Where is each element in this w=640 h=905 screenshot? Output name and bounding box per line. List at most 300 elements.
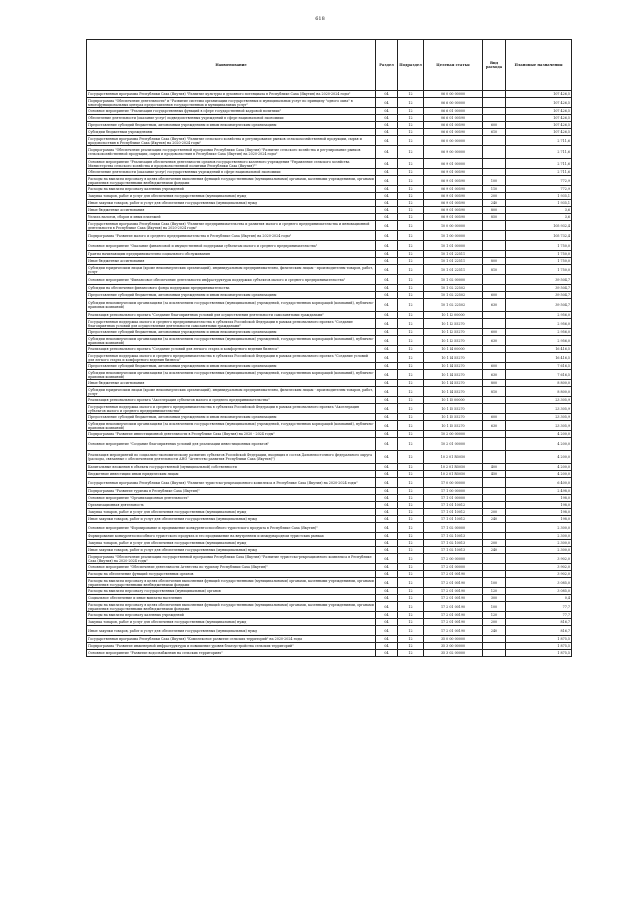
cell-name: Организационная деятельность — [87, 502, 376, 509]
cell-expense-type: 810 — [483, 265, 506, 275]
cell-subsection: 12 — [398, 414, 424, 421]
cell-name: Субсидии некоммерческим организациям (за исключением государственных (муниципальных) учреждений, государственных корпораций (компаний), публично-правовых компаний) — [88, 336, 374, 345]
cell-expense-type — [483, 146, 506, 159]
cell-name: Основное мероприятие "Обеспечение деятельности Агентства по туризму Республики Саха (Якутия)" — [87, 564, 376, 571]
cell-planned-amount: 2 300,0 — [506, 547, 572, 554]
cell-planned-amount: 2 711,6 — [506, 136, 572, 146]
cell-planned-amount: 1 935,1 — [506, 193, 572, 200]
cell-subsection: 12 — [398, 346, 424, 353]
cell-expense-type: 200 — [483, 619, 506, 626]
table-row — [87, 564, 572, 571]
cell-name: Уплата налогов, сборов и иных платежей — [87, 214, 376, 221]
cell-target-article: 10 2 01 R5050 — [424, 464, 483, 471]
table-row — [87, 502, 572, 509]
cell-subsection: 12 — [398, 193, 424, 200]
cell-expense-type — [483, 169, 506, 176]
cell-section: 04 — [376, 619, 398, 626]
cell-expense-type: 630 — [483, 299, 506, 312]
cell-expense-type — [483, 319, 506, 329]
cell-section: 04 — [376, 478, 398, 488]
cell-target-article: 10 1 I4 55270 — [424, 353, 483, 363]
cell-target-article: 10 1 I5 55270 — [424, 414, 483, 421]
cell-planned-amount: 2 711,6 — [506, 146, 572, 159]
cell-planned-amount: 4 200,0 — [506, 471, 572, 478]
cell-expense-type — [483, 533, 506, 540]
cell-section: 04 — [376, 136, 398, 146]
cell-section: 04 — [376, 370, 398, 380]
cell-subsection: 12 — [398, 602, 424, 612]
cell-expense-type: 630 — [483, 421, 506, 431]
cell-target-article: 17 2 01 00190 — [424, 626, 483, 636]
cell-subsection: 12 — [398, 626, 424, 636]
cell-expense-type — [483, 438, 506, 451]
cell-subsection: 12 — [398, 451, 424, 464]
cell-planned-amount: 2 300,0 — [506, 533, 572, 540]
cell-name: Подпрограмма "Обеспечение реализации государственной программы Республики Саха (Якутия) "Развитие сельского хозяйства и регулирование рынков сельскохозяйственной продукции, сырья и продовольствия в Республике Саха (Якутия) на 2020-2024 годы" — [87, 146, 376, 159]
cell-name: Субсидии некоммерческим организациям (за исключением государственных (муниципальных) учреждений, государственных корпораций (компаний), публично-правовых компаний) — [88, 370, 374, 379]
cell-name: Расходы на выплаты персоналу казенных учреждений — [87, 186, 376, 193]
cell-expense-type: 600 — [483, 329, 506, 336]
table-row — [87, 353, 572, 363]
cell-planned-amount: 39 504,7 — [506, 275, 572, 285]
cell-planned-amount: 107 426,5 — [506, 91, 572, 98]
cell-section: 04 — [376, 214, 398, 221]
table-row — [87, 643, 572, 650]
cell-subsection: 12 — [398, 231, 424, 241]
table-row — [87, 258, 572, 265]
cell-section: 04 — [376, 643, 398, 650]
cell-expense-type — [483, 488, 506, 495]
cell-target-article: 17 1 01 00000 — [424, 495, 483, 502]
cell-planned-amount: 7 616,5 — [506, 370, 572, 380]
budget-table-container — [86, 39, 571, 657]
cell-subsection: 12 — [398, 380, 424, 387]
cell-planned-amount: 107 426,5 — [506, 115, 572, 122]
table-row — [87, 495, 572, 502]
cell-section: 04 — [376, 193, 398, 200]
cell-target-article: 06 9 01 00590 — [424, 176, 483, 186]
cell-subsection: 12 — [398, 176, 424, 186]
cell-planned-amount: 3 902,0 — [506, 571, 572, 578]
cell-planned-amount: 23 305,9 — [506, 421, 572, 431]
cell-subsection: 12 — [398, 319, 424, 329]
cell-target-article: 06 9 01 00590 — [424, 193, 483, 200]
cell-expense-type: 100 — [483, 578, 506, 588]
cell-section: 04 — [376, 464, 398, 471]
cell-section: 04 — [376, 547, 398, 554]
cell-section: 04 — [376, 571, 398, 578]
cell-subsection: 12 — [398, 636, 424, 643]
cell-subsection: 12 — [398, 169, 424, 176]
table-row — [87, 387, 572, 397]
cell-section: 04 — [376, 292, 398, 299]
cell-target-article: 10 1 02 22502 — [424, 285, 483, 292]
cell-target-article: 10 1 00 00000 — [424, 231, 483, 241]
cell-subsection: 12 — [398, 438, 424, 451]
cell-subsection: 12 — [398, 329, 424, 336]
table-row — [87, 421, 572, 431]
cell-section: 04 — [376, 495, 398, 502]
cell-target-article: 06 9 00 00000 — [424, 146, 483, 159]
cell-planned-amount: 23 305,9 — [506, 404, 572, 414]
table-row — [87, 363, 572, 370]
cell-expense-type: 120 — [483, 612, 506, 619]
cell-planned-amount: 1 875,5 — [506, 643, 572, 650]
cell-expense-type — [483, 98, 506, 108]
cell-target-article: 06 6 01 00590 — [424, 129, 483, 136]
cell-name: Основное мероприятие "Реализация обеспечения деятельности органов государственного казенного учреждения "Управление сельского хозяйства Министерства сельского хозяйства и продовольственной политики Республики Саха (Якутия)"" — [87, 159, 376, 169]
cell-subsection: 12 — [398, 547, 424, 554]
cell-subsection: 12 — [398, 595, 424, 602]
cell-target-article: 10 1 02 22502 — [424, 292, 483, 299]
table-row — [87, 98, 572, 108]
cell-section: 04 — [376, 275, 398, 285]
cell-name: Расходы на обеспечение функций государственных органов — [87, 571, 376, 578]
table-row — [87, 115, 572, 122]
table-row — [87, 438, 572, 451]
header-section: Раздел — [376, 40, 398, 91]
table-row — [87, 451, 572, 464]
cell-name: Подпрограмма "Обеспечение реализации государственной программы Республики Саха (Якутия) "Развитие туристско-рекреационного комплекса в Республике Саха (Якутия) на 2020-2024 годы" — [87, 554, 376, 564]
cell-target-article: 10 2 00 00000 — [424, 431, 483, 438]
table-row — [87, 292, 572, 299]
cell-planned-amount: 105 732,4 — [506, 231, 572, 241]
cell-section: 04 — [376, 588, 398, 595]
table-row — [87, 319, 572, 329]
cell-subsection: 12 — [398, 370, 424, 380]
cell-target-article: 06 9 01 00590 — [424, 207, 483, 214]
table-row — [87, 404, 572, 414]
cell-target-article: 10 1 01 22511 — [424, 251, 483, 258]
cell-section: 04 — [376, 540, 398, 547]
cell-name: Иные бюджетные ассигнования — [87, 380, 376, 387]
cell-section: 04 — [376, 241, 398, 251]
cell-subsection: 12 — [398, 258, 424, 265]
table-row — [87, 169, 572, 176]
cell-target-article: 10 1 I4 55270 — [424, 363, 483, 370]
cell-expense-type — [483, 636, 506, 643]
cell-section: 04 — [376, 169, 398, 176]
cell-planned-amount: 3 902,0 — [506, 564, 572, 571]
cell-planned-amount: 2 711,6 — [506, 169, 572, 176]
cell-expense-type: 100 — [483, 602, 506, 612]
cell-planned-amount: 1 750,0 — [506, 241, 572, 251]
table-row — [87, 554, 572, 564]
cell-expense-type: 200 — [483, 540, 506, 547]
table-row — [87, 626, 572, 636]
cell-planned-amount: 2 956,0 — [506, 336, 572, 346]
cell-subsection: 12 — [398, 650, 424, 657]
cell-planned-amount: 16 416,5 — [506, 353, 572, 363]
cell-name: Государственная программа Республики Саха (Якутия) "Развитие туристско-рекреационного комплекса в Республике Саха (Якутия) на 2020-2024 годы" — [87, 478, 376, 488]
cell-name: Иные закупки товаров, работ и услуг для обеспечения государственных (муниципальных) нужд — [87, 516, 376, 523]
cell-target-article: 10 2 01 R5050 — [424, 471, 483, 478]
table-row — [87, 414, 572, 421]
table-row — [87, 193, 572, 200]
cell-section: 04 — [376, 650, 398, 657]
cell-subsection: 12 — [398, 495, 424, 502]
cell-name: Субсидии некоммерческим организациям (за исключением государственных (муниципальных) учреждений, государственных корпораций (компаний), публично-правовых компаний) — [87, 299, 376, 312]
cell-subsection: 12 — [398, 129, 424, 136]
cell-target-article: 10 1 02 22502 — [424, 299, 483, 312]
cell-target-article: 17 2 01 00000 — [424, 564, 483, 571]
table-row — [87, 431, 572, 438]
cell-name: Социальное обеспечение и иные выплаты населению — [87, 595, 376, 602]
table-row — [87, 464, 572, 471]
cell-subsection: 12 — [398, 136, 424, 146]
cell-planned-amount: 198,0 — [506, 495, 572, 502]
cell-expense-type — [483, 346, 506, 353]
cell-subsection: 12 — [398, 404, 424, 414]
cell-expense-type: 630 — [483, 336, 506, 346]
cell-planned-amount: 6 400,0 — [506, 478, 572, 488]
cell-planned-amount: 3,6 — [506, 207, 572, 214]
table-row — [87, 478, 572, 488]
cell-subsection: 12 — [398, 509, 424, 516]
cell-name: Предоставление субсидий бюджетным, автономным учреждениям и иным некоммерческим организациям — [87, 363, 376, 370]
cell-expense-type: 800 — [483, 380, 506, 387]
cell-name: Подпрограмма "Развитие малого и среднего предпринимательства в Республике Саха (Якутия) на 2020-2024 годы" — [87, 231, 376, 241]
cell-subsection: 12 — [398, 115, 424, 122]
cell-subsection: 12 — [398, 214, 424, 221]
cell-target-article: 10 1 01 00000 — [424, 241, 483, 251]
header-subsection: Подраздел — [398, 40, 424, 91]
table-row — [87, 547, 572, 554]
cell-subsection: 12 — [398, 571, 424, 578]
cell-expense-type: 600 — [483, 122, 506, 129]
cell-subsection: 12 — [398, 108, 424, 115]
cell-expense-type — [483, 108, 506, 115]
cell-section: 04 — [376, 207, 398, 214]
table-row — [87, 122, 572, 129]
cell-planned-amount: 2 300,0 — [506, 523, 572, 533]
cell-planned-amount: 77,7 — [506, 612, 572, 619]
cell-section: 04 — [376, 438, 398, 451]
cell-name: Расходы на выплаты персоналу в целях обеспечения выполнения функций государственными (муниципальными) органами, казенными учреждениями, органами управления государственными внебюджетными фондами — [88, 602, 374, 611]
cell-target-article: 17 2 01 00190 — [424, 619, 483, 626]
table-row — [87, 540, 572, 547]
cell-section: 04 — [376, 353, 398, 363]
cell-planned-amount: 16 416,5 — [506, 346, 572, 353]
cell-expense-type — [483, 523, 506, 533]
cell-target-article: 06 9 01 00000 — [424, 159, 483, 169]
cell-name: Субсидии некоммерческим организациям (за исключением государственных (муниципальных) учреждений, государственных корпораций (компаний), публично-правовых компаний) — [88, 421, 374, 430]
cell-planned-amount: 2 711,6 — [506, 159, 572, 169]
table-row — [87, 346, 572, 353]
cell-planned-amount: 107 426,5 — [506, 122, 572, 129]
cell-section: 04 — [376, 299, 398, 312]
cell-target-article: 06 0 00 00000 — [424, 136, 483, 146]
cell-name: Подпрограмма "Развитие инвестиционной деятельности в Республике Саха (Якутия) на 2020 - 2024 годы" — [87, 431, 376, 438]
cell-expense-type: 800 — [483, 207, 506, 214]
table-row — [87, 588, 572, 595]
cell-name: Реализация мероприятий по социально-экономическому развитию субъектов Российской Федерации, входящих в состав Дальневосточного федерального округа (расходы, связанные с обеспечением деятельности АНО "Агентство развития Республики Саха (Якутия)") — [87, 451, 376, 464]
cell-planned-amount: 77,7 — [506, 602, 572, 612]
cell-name: Основное мероприятие "Финансовое обеспечение деятельности инфраструктуры поддержки субъектов малого и среднего предпринимательства" — [87, 275, 376, 285]
cell-target-article: 17 1 02 00000 — [424, 523, 483, 533]
cell-planned-amount: 4 200,0 — [506, 464, 572, 471]
cell-name: Иные закупки товаров, работ и услуг для обеспечения государственных (муниципальных) нужд — [87, 626, 376, 636]
cell-name: Формирование конкурентоспособного туристского продукта и его продвижение на внутреннем и международном туристских рынках — [87, 533, 376, 540]
cell-section: 04 — [376, 502, 398, 509]
cell-expense-type: 300 — [483, 595, 506, 602]
table-row — [87, 214, 572, 221]
cell-subsection: 12 — [398, 98, 424, 108]
cell-section: 04 — [376, 146, 398, 159]
cell-subsection: 12 — [398, 353, 424, 363]
cell-section: 04 — [376, 285, 398, 292]
cell-section: 04 — [376, 488, 398, 495]
cell-target-article: 10 1 01 22511 — [424, 265, 483, 275]
cell-section: 04 — [376, 509, 398, 516]
cell-section: 04 — [376, 346, 398, 353]
cell-expense-type: 610 — [483, 129, 506, 136]
table-row — [87, 488, 572, 495]
table-row — [87, 207, 572, 214]
cell-subsection: 12 — [398, 146, 424, 159]
table-row — [87, 200, 572, 207]
cell-subsection: 12 — [398, 159, 424, 169]
cell-name: Иные бюджетные ассигнования — [87, 258, 376, 265]
cell-name: Субсидии бюджетным учреждениям — [87, 129, 376, 136]
cell-planned-amount: 198,0 — [506, 502, 572, 509]
cell-section: 04 — [376, 91, 398, 98]
cell-planned-amount: 23 305,9 — [506, 414, 572, 421]
cell-expense-type — [483, 564, 506, 571]
cell-name: Государственная программа Республики Саха (Якутия) "Развитие культуры и духовного потенциала в Республике Саха (Якутия) на 2020-2024 годы" — [87, 91, 376, 98]
cell-section: 04 — [376, 336, 398, 346]
table-row — [87, 176, 572, 186]
cell-name: Основное мероприятие "Создание благоприятных условий для реализации инвестиционных проектов" — [87, 438, 376, 451]
cell-target-article: 17 2 01 00190 — [424, 612, 483, 619]
cell-name: Гранты начинающим предпринимателям социального обслуживания — [87, 251, 376, 258]
cell-target-article: 17 1 02 10013 — [424, 540, 483, 547]
cell-expense-type — [483, 502, 506, 509]
cell-target-article: 35 3 02 00000 — [424, 650, 483, 657]
table-row — [87, 146, 572, 159]
table-row — [87, 578, 572, 588]
cell-section: 04 — [376, 431, 398, 438]
table-row — [87, 571, 572, 578]
cell-name: Реализация регионального проекта "Создание условий для легкого старта и комфортного ведения бизнеса" — [87, 346, 376, 353]
cell-section: 04 — [376, 471, 398, 478]
cell-section: 04 — [376, 554, 398, 564]
cell-target-article: 06 6 01 00000 — [424, 108, 483, 115]
cell-section: 04 — [376, 523, 398, 533]
cell-name: Обеспечение деятельности (оказание услуг) подведомственных учреждений в сфере национальной экономики — [87, 115, 376, 122]
cell-planned-amount: 2 956,0 — [506, 312, 572, 319]
cell-expense-type — [483, 554, 506, 564]
table-row — [87, 91, 572, 98]
cell-name: Реализация регионального проекта "Акселерация субъектов малого и среднего предпринимательства" — [87, 397, 376, 404]
cell-target-article: 10 1 I5 55270 — [424, 421, 483, 431]
cell-subsection: 12 — [398, 200, 424, 207]
table-row — [87, 397, 572, 404]
cell-expense-type: 850 — [483, 214, 506, 221]
cell-subsection: 12 — [398, 643, 424, 650]
cell-expense-type — [483, 231, 506, 241]
cell-section: 04 — [376, 595, 398, 602]
cell-planned-amount: 8 800,0 — [506, 387, 572, 397]
cell-planned-amount: 107 426,5 — [506, 129, 572, 136]
cell-subsection: 12 — [398, 554, 424, 564]
cell-expense-type: 200 — [483, 193, 506, 200]
cell-target-article: 17 2 01 00190 — [424, 578, 483, 588]
cell-name: Субсидии на обеспечение финансового фонда поддержки предпринимательства — [87, 285, 376, 292]
cell-target-article: 10 1 I4 55270 — [424, 370, 483, 380]
cell-section: 04 — [376, 122, 398, 129]
cell-target-article: 17 1 02 10013 — [424, 533, 483, 540]
cell-name: Предоставление субсидий бюджетным, автономным учреждениям и иным некоммерческим организациям — [87, 329, 376, 336]
cell-target-article: 10 1 02 00000 — [424, 275, 483, 285]
cell-section: 04 — [376, 564, 398, 571]
cell-subsection: 12 — [398, 523, 424, 533]
cell-subsection: 12 — [398, 265, 424, 275]
cell-subsection: 12 — [398, 421, 424, 431]
table-row — [87, 251, 572, 258]
cell-section: 04 — [376, 319, 398, 329]
table-row — [87, 136, 572, 146]
header-planned-amount: Плановые назначения — [506, 40, 572, 91]
cell-target-article: 17 1 01 10012 — [424, 516, 483, 523]
cell-expense-type: 600 — [483, 292, 506, 299]
cell-subsection: 12 — [398, 533, 424, 540]
cell-expense-type — [483, 91, 506, 98]
table-row — [87, 471, 572, 478]
cell-target-article: 35 0 00 00000 — [424, 636, 483, 643]
table-row — [87, 329, 572, 336]
cell-planned-amount: 1 875,5 — [506, 636, 572, 643]
cell-section: 04 — [376, 578, 398, 588]
cell-subsection: 12 — [398, 502, 424, 509]
cell-section: 04 — [376, 329, 398, 336]
cell-target-article: 10 1 I5 00000 — [424, 397, 483, 404]
cell-target-article: 10 0 00 00000 — [424, 221, 483, 231]
cell-section: 04 — [376, 258, 398, 265]
cell-name: Капитальные вложения в объекты государственной (муниципальной) собственности — [87, 464, 376, 471]
cell-planned-amount: 4 200,0 — [506, 451, 572, 464]
cell-planned-amount: 2 956,0 — [506, 329, 572, 336]
cell-target-article: 17 1 00 00000 — [424, 488, 483, 495]
cell-name: Расходы на выплаты персоналу в целях обеспечения выполнения функций государственными (муниципальными) органами, казенными учреждениями, органами управления государственными внебюджетными фондами — [88, 578, 374, 587]
cell-section: 04 — [376, 312, 398, 319]
cell-name: Закупка товаров, работ и услуг для обеспечения государственных (муниципальных) нужд — [87, 540, 376, 547]
cell-expense-type: 400 — [483, 464, 506, 471]
cell-name: Государственная программа Республики Саха (Якутия) "Развитие предпринимательства и развития малого и среднего предпринимательства и инновационной деятельности в Республике Саха (Якутия) на 2020-2024 годы" — [87, 221, 376, 231]
cell-subsection: 12 — [398, 564, 424, 571]
table-row — [87, 159, 572, 169]
cell-expense-type — [483, 495, 506, 502]
cell-expense-type — [483, 285, 506, 292]
cell-section: 04 — [376, 115, 398, 122]
cell-name: Иные закупки товаров, работ и услуг для обеспечения государственных (муниципальных) нужд — [87, 200, 376, 207]
cell-target-article: 10 1 01 22511 — [424, 258, 483, 265]
cell-section: 04 — [376, 231, 398, 241]
table-header-row — [87, 40, 572, 91]
cell-expense-type — [483, 241, 506, 251]
cell-section: 04 — [376, 200, 398, 207]
cell-section: 04 — [376, 397, 398, 404]
cell-target-article: 17 1 02 10013 — [424, 547, 483, 554]
cell-planned-amount: 39 504,7 — [506, 299, 572, 312]
cell-planned-amount: 3 085,0 — [506, 588, 572, 595]
cell-expense-type — [483, 643, 506, 650]
cell-name: Расходы на выплаты персоналу казенных учреждений — [87, 612, 376, 619]
cell-planned-amount: 39 504,7 — [506, 285, 572, 292]
cell-planned-amount: 772,9 — [506, 176, 572, 186]
cell-subsection: 12 — [398, 285, 424, 292]
table-row — [87, 602, 572, 612]
